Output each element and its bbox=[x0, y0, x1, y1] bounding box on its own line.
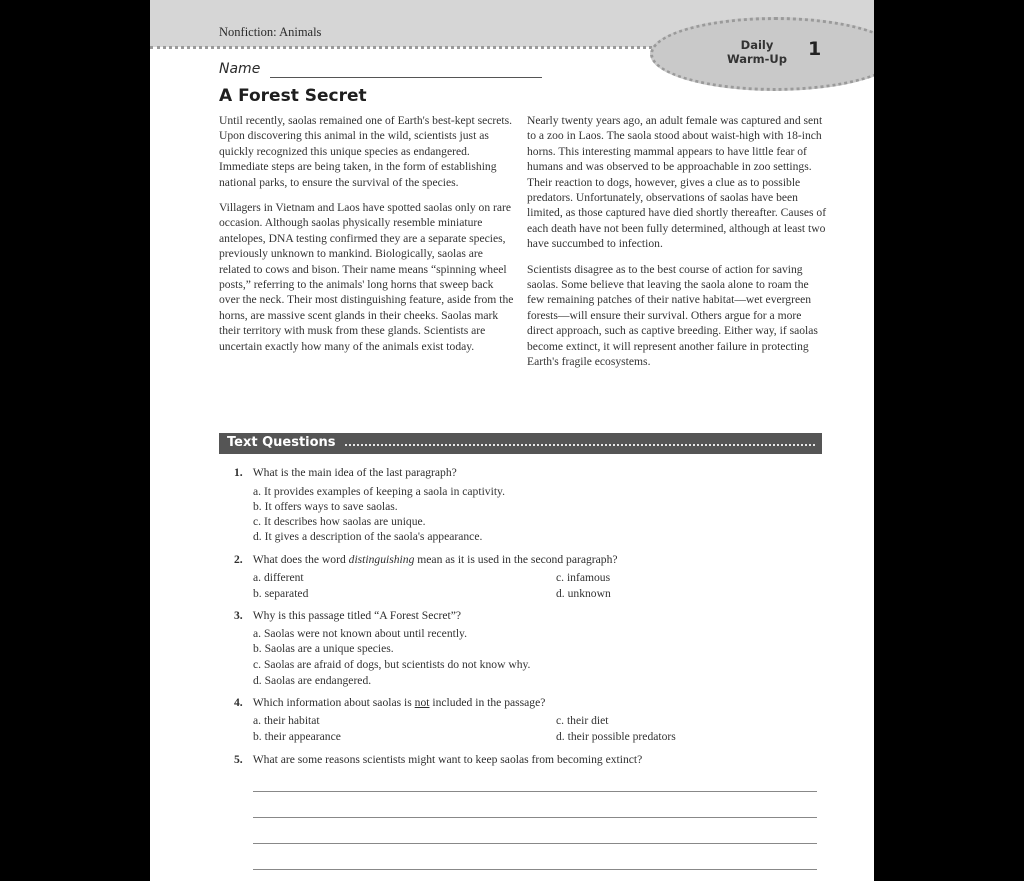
answer-option[interactable]: a. different bbox=[253, 571, 304, 584]
question-3 bbox=[234, 609, 461, 622]
badge-label: Daily Warm-Up bbox=[726, 38, 788, 66]
answer-option[interactable]: b. separated bbox=[253, 587, 309, 600]
badge-number: 1 bbox=[808, 38, 822, 60]
answer-write-line[interactable] bbox=[253, 791, 817, 792]
answer-option[interactable]: b. It offers ways to save saolas. bbox=[253, 500, 398, 513]
answer-option[interactable]: c. Saolas are afraid of dogs, but scientists do not know why. bbox=[253, 658, 531, 671]
name-write-line[interactable] bbox=[270, 77, 542, 78]
paragraph: Villagers in Vietnam and Laos have spotted saolas only on rare occasion. Although saolas physically resemble miniature antelopes, DNA testing confirmed they are a separate species, previously unknown to mankind. Biologically, saolas are related to cows and bison. Their name means “spinning wheel posts,” referring to the animals' long horns that sweep back over the neck. Their most distinguishing feature, aside from the horns, are massive scent glands in their cheeks. Saolas mark their territory with musk from these glands. Scientists are uncertain exactly how many of the animals exist today. bbox=[219, 201, 514, 353]
question-number: 3. bbox=[234, 609, 243, 622]
question-text-part: mean as it is used in the second paragraph? bbox=[414, 553, 618, 566]
answer-option[interactable]: a. Saolas were not known about until recently. bbox=[253, 627, 467, 640]
question-2 bbox=[234, 553, 618, 566]
answer-option[interactable]: c. infamous bbox=[556, 571, 611, 584]
answer-write-line[interactable] bbox=[253, 817, 817, 818]
heading-dotted-rule bbox=[345, 444, 815, 446]
answer-option[interactable]: d. their possible predators bbox=[556, 730, 676, 743]
article-right-column bbox=[527, 113, 827, 380]
question-key-word: distinguishing bbox=[348, 553, 415, 566]
question-text-part: Which information about saolas is bbox=[252, 696, 415, 709]
question-1 bbox=[234, 466, 457, 479]
paragraph: Nearly twenty years ago, an adult female was captured and sent to a zoo in Laos. The saola stood about waist-high with 18-inch horns. This interesting mammal appears to have little fear of humans and was observed to be approachable in zoo settings. Their reaction to dogs, however, gives a clue as to possible predators. Unfortunately, observations of saolas have been limited, as those captured have died shortly thereafter. Causes of each death have not been fully determined, although at least two have succumbed to infection. bbox=[527, 114, 827, 251]
article-left-column bbox=[219, 113, 514, 364]
answer-option[interactable]: a. their habitat bbox=[253, 714, 320, 727]
answer-option[interactable]: c. It describes how saolas are unique. bbox=[253, 515, 426, 528]
answer-write-line[interactable] bbox=[253, 843, 817, 844]
answer-option[interactable]: b. their appearance bbox=[253, 730, 341, 743]
section-label: Nonfiction: Animals bbox=[219, 25, 322, 39]
answer-write-line[interactable] bbox=[253, 869, 817, 870]
paragraph: Scientists disagree as to the best course of action for saving saolas. Some believe that leaving the saola alone to roam the few remaining patches of their native habitat—wet evergreen forests—will ensure their survival. Others argue for a more direct approach, such as captive breeding. Either way, if saolas become extinct, it will represent another failure in protecting Earth's fragile ecosystems. bbox=[527, 262, 818, 369]
question-text-part: What does the word bbox=[252, 553, 349, 566]
answer-option[interactable]: d. Saolas are endangered. bbox=[253, 674, 372, 687]
questions-heading-bar bbox=[219, 433, 822, 454]
answer-option[interactable]: d. unknown bbox=[556, 587, 611, 600]
answer-option[interactable]: b. Saolas are a unique species. bbox=[253, 642, 394, 655]
article-title: A Forest Secret bbox=[219, 86, 367, 106]
question-number: 2. bbox=[234, 553, 243, 566]
answer-option[interactable]: c. their diet bbox=[556, 714, 609, 727]
name-label: Name bbox=[219, 61, 261, 77]
question-4 bbox=[234, 696, 545, 709]
answer-option[interactable]: d. It gives a description of the saola's appearance. bbox=[253, 530, 483, 543]
question-5 bbox=[234, 753, 642, 766]
worksheet-page bbox=[150, 0, 874, 881]
question-text: What are some reasons scientists might want to keep saolas from becoming extinct? bbox=[252, 753, 643, 766]
answer-option[interactable]: a. It provides examples of keeping a saola in captivity. bbox=[253, 485, 505, 498]
paragraph: Until recently, saolas remained one of Earth's best-kept secrets. Upon discovering this animal in the wild, scientists just as quickly recognized this unique species as endangered. Immediate steps are being taken, in the form of establishing national parks, to ensure the survival of the species. bbox=[219, 114, 513, 189]
question-number: 1. bbox=[234, 466, 243, 479]
question-text: Why is this passage titled “A Forest Secret”? bbox=[252, 609, 462, 622]
question-number: 4. bbox=[234, 696, 243, 709]
question-text-part: included in the passage? bbox=[429, 696, 546, 709]
question-number: 5. bbox=[234, 753, 243, 766]
header-dotted-rule bbox=[150, 46, 670, 49]
questions-heading: Text Questions bbox=[227, 435, 336, 450]
question-text: What is the main idea of the last paragraph? bbox=[252, 466, 457, 479]
question-key-word: not bbox=[414, 696, 430, 709]
